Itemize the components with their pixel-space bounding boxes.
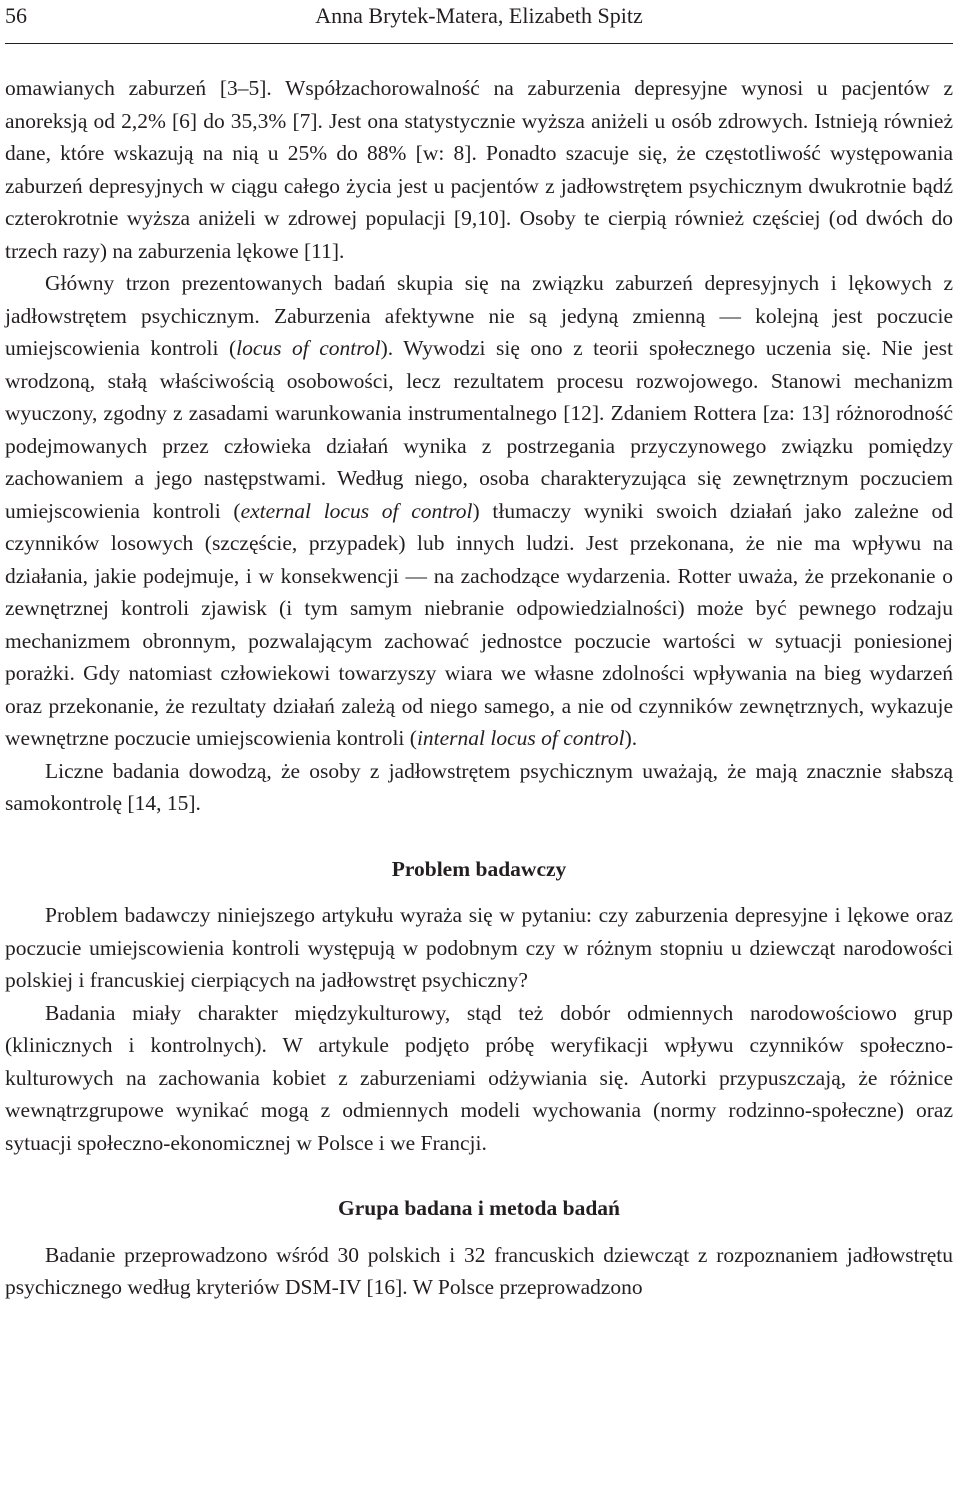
text-run: ). [624,726,638,750]
paragraph-self-control: Liczne badania dowodzą, że osoby z jadłowstrętem psychicznym uważają, że mają znacznie słabszą samokontrolę [14, 15]. [5,758,953,815]
text-run: ). Wywodzi się ono z teorii społecznego uczenia się. Nie jest wrodzoną, stałą właściwością osobowości, lecz rezultatem procesu rozwojowego. Stanowi mechanizm wyuczony, zgodny z zasadami warunkowania instrumentalnego [12]. Zdaniem Rottera [za: 13] różnorodność podejmowanych przez człowieka działań wynika z postrzegania przyczynowego związku pomiędzy zachowaniem a jego następstwami. Według niego, osoba charakteryzująca się zewnętrznym poczuciem umiejscowienia kontroli ( [5,336,954,523]
paragraph-comorbidity: omawianych zaburzeń [3–5]. Współzachorowalność na zaburzenia depresyjne wynosi u pacjentów z anoreksją od 2,2% [6] do 35,3% [7]. Jest ona statystycznie wyższa aniżeli u osób zdrowych. Istnieją również dane, które wskazują na nią u 25% do 88% [w: 8]. Ponadto szacuje się, że częstotliwość występowania zaburzeń depresyjnych w ciągu całego życia jest u pacjentów z jadłowstrętem psychicznym dwukrotnie bądź czterokrotnie wyższa aniżeli w zdrowej populacji [9,10]. Osoby te cierpią również częściej (od dwóch do trzech razy) na zaburzenia lękowe [11]. [5,76,953,263]
text-run: ) tłumaczy wyniki swoich działań jako zależne od czynników losowych (szczęście, przypadek) lub innych ludzi. Jest przekonana, że nie ma wpływu na działania, jakie podejmuje, i w konsekwencji — na zachodzące wydarzenia. Rotter uważa, że przekonanie o zewnętrznej kontroli zjawisk (i tym samym niebranie odpowiedzialności) może być pewnego rodzaju mechanizmem obronnym, pozwalającym zachować jednostce poczucie wartości w sytuacji poniesionej porażki. Gdy natomiast człowiekowi towarzyszy wiara we własne zdolności wpływania na bieg wydarzeń oraz przekonanie, że rezultaty działań zależą od niego samego, a nie od czynników zewnętrznych, wykazuje wewnętrzne poczucie umiejscowienia kontroli ( [5,498,954,750]
spacer [5,1159,953,1192]
paragraph-research-question: Problem badawczy niniejszego artykułu wyraża się w pytaniu: czy zaburzenia depresyjne i lękowe oraz poczucie umiejscowienia kontroli występują w podobnym czy w różnym stopniu u dziewcząt narodowości polskiej i francuskiej cierpiących na jadłowstręt psychiczny? [5,903,953,992]
article-body [5,72,953,1304]
paragraph-study-group: Badanie przeprowadzono wśród 30 polskich i 32 francuskich dziewcząt z rozpoznaniem jadłowstrętu psychicznego według kryteriów DSM-IV [16]. W Polsce przeprowadzono [5,1242,953,1299]
document-page [5,0,954,1299]
section-heading-method: Grupa badana i metoda badań [338,1196,620,1220]
running-header [5,0,953,44]
header-rule [5,43,953,44]
paragraph-cross-cultural: Badania miały charakter międzykulturowy, stąd też dobór odmiennych narodowościowo grup (klinicznych i kontrolnych). W artykule podjęto próbę weryfikacji wpływu czynników społeczno-kulturowych na zachowania kobiet z zaburzeniami odżywiania się. Autorki przypuszczają, że różnice wewnątrzgrupowe wynikać mogą z odmiennych modeli wychowania (normy rodzinno-społeczne) oraz sytuacji społeczno-ekonomicznej w Polsce i we Francji. [5,1000,953,1155]
term-external-locus-of-control: external locus of control [240,498,473,523]
text-run: Główny trzon prezentowanych badań skupia się na związku zaburzeń depresyjnych i lękowych z jadłowstrętem psychicznym. Zaburzenia afektywne nie są jedyną zmienną — kolejną jest poczucie umiejscowienia kontroli ( [5,271,953,360]
running-header-authors: Anna Brytek-Matera, Elizabeth Spitz [315,3,643,28]
term-locus-of-control: locus of control [236,336,381,360]
paragraph-locus-of-control [5,267,953,755]
page-number: 56 [5,3,27,28]
term-internal-locus-of-control: internal locus of control [416,726,625,750]
section-heading-problem: Problem badawczy [391,856,567,881]
spacer [5,885,953,899]
spacer [5,1225,953,1239]
spacer [5,820,953,853]
